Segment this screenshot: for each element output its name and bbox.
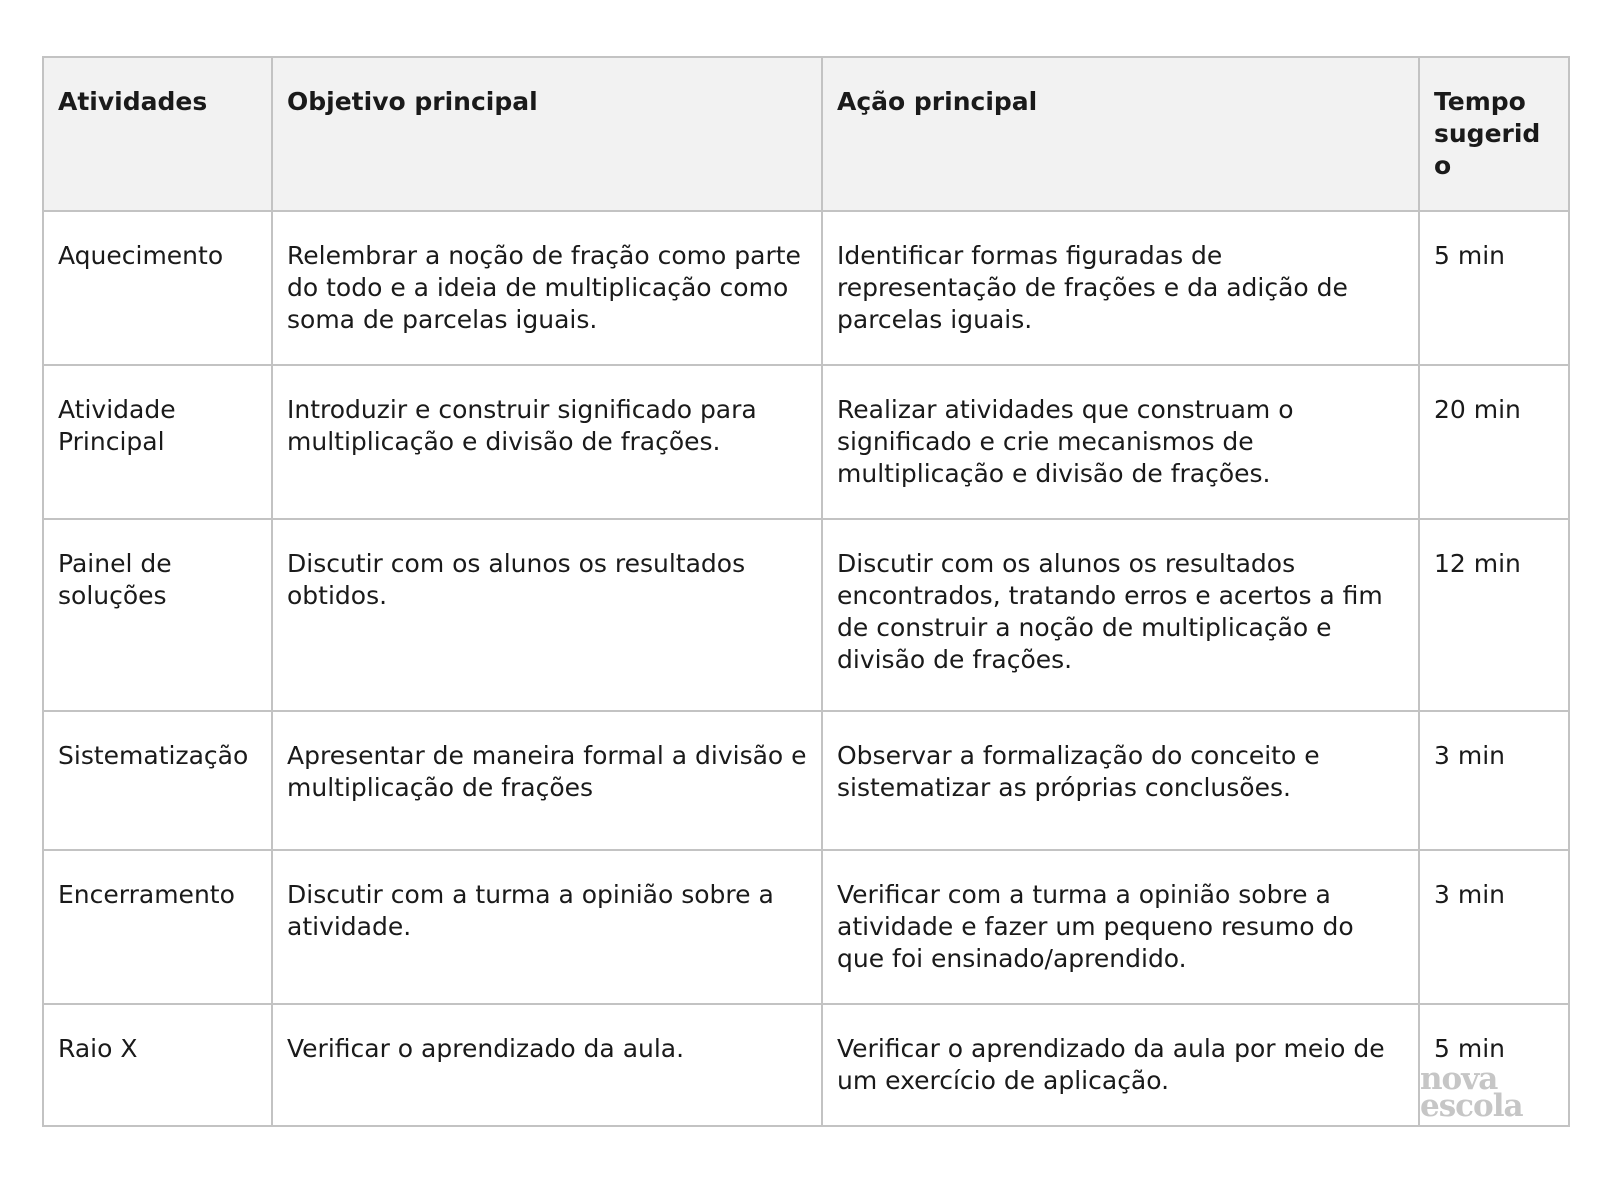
- cell-acao: Observar a formalização do conceito e sistematizar as próprias conclusões.: [822, 711, 1419, 850]
- cell-acao: Discutir com os alunos os resultados encontrados, tratando erros e acertos a fim de construir a noção de multiplicação e divisão de frações.: [822, 519, 1419, 711]
- table-row: [43, 711, 1569, 850]
- cell-tempo: 20 min: [1419, 365, 1569, 519]
- table-row: [43, 850, 1569, 1004]
- table-row: [43, 211, 1569, 365]
- cell-acao: Realizar atividades que construam o significado e crie mecanismos de multiplicação e divisão de frações.: [822, 365, 1419, 519]
- nova-escola-logo: [1420, 1061, 1550, 1124]
- table-body: [43, 211, 1569, 1126]
- table-row: [43, 519, 1569, 711]
- cell-objetivo: Apresentar de maneira formal a divisão e multiplicação de frações: [272, 711, 822, 850]
- header-row: [43, 57, 1569, 211]
- header-objetivo: Objetivo principal: [272, 57, 822, 211]
- cell-atividade: Aquecimento: [43, 211, 272, 365]
- cell-tempo: 3 min: [1419, 711, 1569, 850]
- cell-tempo: 3 min: [1419, 850, 1569, 1004]
- cell-objetivo: Discutir com os alunos os resultados obtidos.: [272, 519, 822, 711]
- header-atividades: Atividades: [43, 57, 272, 211]
- table-row: [43, 365, 1569, 519]
- cell-objetivo: Verificar o aprendizado da aula.: [272, 1004, 822, 1126]
- logo-line-escola: escola: [1420, 1088, 1523, 1124]
- cell-atividade: Sistematização: [43, 711, 272, 850]
- cell-objetivo: Discutir com a turma a opinião sobre a atividade.: [272, 850, 822, 1004]
- header-acao: Ação principal: [822, 57, 1419, 211]
- cell-atividade: Painel de soluções: [43, 519, 272, 711]
- cell-acao: Verificar com a turma a opinião sobre a atividade e fazer um pequeno resumo do que foi ensinado/aprendido.: [822, 850, 1419, 1004]
- cell-tempo: 5 min: [1419, 211, 1569, 365]
- cell-objetivo: Relembrar a noção de fração como parte do todo e a ideia de multiplicação como soma de parcelas iguais.: [272, 211, 822, 365]
- cell-acao: Verificar o aprendizado da aula por meio de um exercício de aplicação.: [822, 1004, 1419, 1126]
- cell-tempo: 5 min: [1419, 1004, 1569, 1126]
- cell-acao: Identificar formas figuradas de representação de frações e da adição de parcelas iguais.: [822, 211, 1419, 365]
- logo-line-nova: nova: [1420, 1061, 1498, 1097]
- cell-objetivo: Introduzir e construir significado para multiplicação e divisão de frações.: [272, 365, 822, 519]
- cell-atividade: Atividade Principal: [43, 365, 272, 519]
- table-row: [43, 1004, 1569, 1126]
- table-header: [43, 57, 1569, 211]
- cell-atividade: Raio X: [43, 1004, 272, 1126]
- cell-atividade: Encerramento: [43, 850, 272, 1004]
- header-tempo: Tempo sugerido: [1419, 57, 1569, 211]
- lesson-plan-table: [42, 56, 1570, 1127]
- cell-tempo: 12 min: [1419, 519, 1569, 711]
